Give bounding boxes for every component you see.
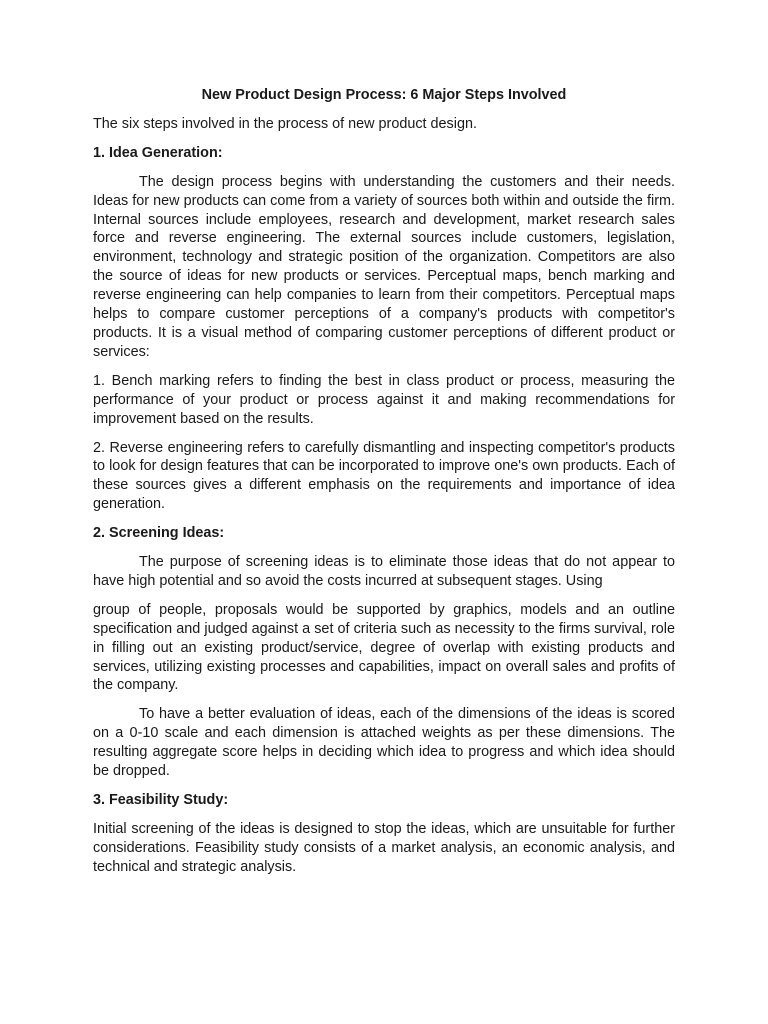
paragraph: 2. Reverse engineering refers to carefully dismantling and inspecting competitor's products to look for design features that can be incorporated to improve one's own products. Each of these sources gives a different emphasis on the requirements and importance of idea generation. xyxy=(93,439,675,513)
document-title: New Product Design Process: 6 Major Steps Involved xyxy=(201,87,567,103)
paragraph: To have a better evaluation of ideas, each of the dimensions of the ideas is scored on a 0-10 scale and each dimension is attached weights as per these dimensions. The resulting aggregate score helps in deciding which idea to progress and which idea should be dropped. xyxy=(93,706,675,780)
section-heading: 2. Screening Ideas: xyxy=(93,525,225,542)
paragraph: group of people, proposals would be supported by graphics, models and an outline specification and judged against a set of criteria such as necessity to the firms survival, role in filling out an existing product/service, degree of overlap with existing products and services, utilizing existing processes and capabilities, impact on overall sales and profits of the company. xyxy=(93,601,675,694)
intro-paragraph: The six steps involved in the process of new product design. xyxy=(93,115,477,132)
section-feasibility-study xyxy=(93,791,675,877)
document-page xyxy=(93,86,675,887)
section-screening-ideas xyxy=(93,524,675,781)
section-idea-generation xyxy=(93,144,675,514)
paragraph: The purpose of screening ideas is to eliminate those ideas that do not appear to have high potential and so avoid the costs incurred at subsequent stages. Using xyxy=(93,554,675,589)
paragraph: 1. Bench marking refers to finding the best in class product or process, measuring the performance of your product or process against it and making recommendations for improvement based on the results. xyxy=(93,372,675,427)
section-heading: 3. Feasibility Study: xyxy=(93,792,229,808)
paragraph: The design process begins with understanding the customers and their needs. Ideas for new products can come from a variety of sources both within and outside the firm. Internal sources include employees, research and development, market research sales force and reverse engineering. The external sources include customers, legislation, environment, technology and strategic position of the organization. Competitors are also the source of ideas for new products or services. Perceptual maps, bench marking and reverse engineering can help companies to learn from their competitors. Perceptual maps helps to compare customer perceptions of a company's products with competitor's products. It is a visual method of comparing customer perceptions of different product or services: xyxy=(93,173,675,360)
paragraph: Initial screening of the ideas is designed to stop the ideas, which are unsuitable for further considerations. Feasibility study consists of a market analysis, an economic analysis, and technical and strategic analysis. xyxy=(93,820,675,875)
section-heading: 1. Idea Generation: xyxy=(93,144,223,161)
